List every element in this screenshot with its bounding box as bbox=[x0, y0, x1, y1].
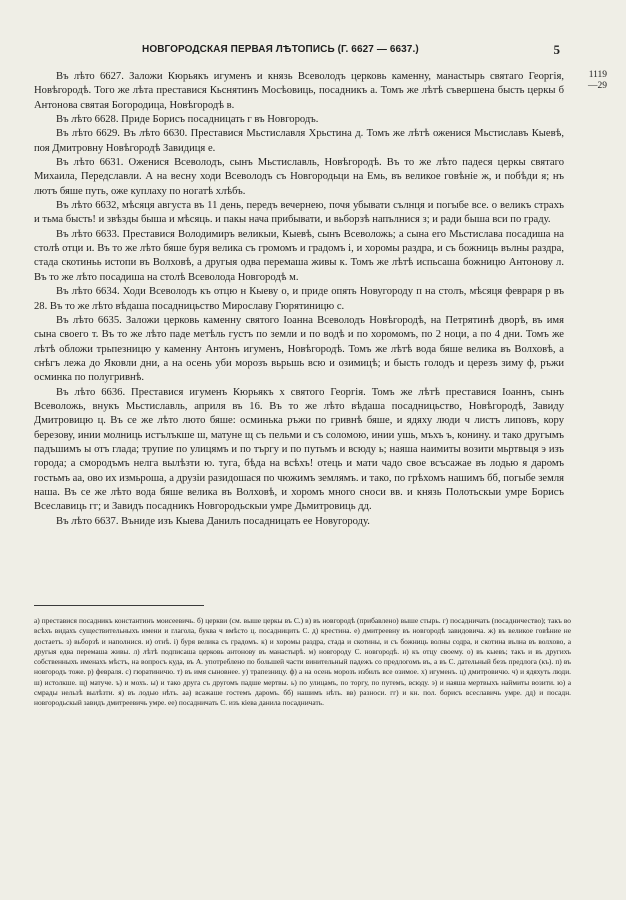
entry-6629-6630: Въ лѣто 6629. Въ лѣто 6630. Преставися Мьстиславля Хрьстина д. Томъ же лѣтѣ оженися Мьстиславъ Кыевѣ, поя Дмитровну Новѣгородѣ Завидиця е. bbox=[34, 128, 564, 154]
entry-6635: Въ лѣто 6635. Заложи церковь каменну святого Іоанна Всеволодъ Новѣгородѣ, на Петрятинѣ дворѣ, въ имя сына своего т. Въ то же лѣто паде метѣль густъ по земли и по водѣ и по хоромомъ, по 2 ноци, а по 4 дни. Томъ же лѣтѣ обложи трьпезницю у каменну Антонъ игуменъ, Новѣгородѣ. Томъ же лѣтѣ вода бяше велика въ Волховѣ, а снѣгъ лежа до Яковли дни, а на осень уби морозъ вьрьшь всю и озимицѣ; и бысть голодъ и церезъ зиму ф, ръжи осминка по полугривнѣ. bbox=[34, 314, 564, 384]
footnote-divider bbox=[34, 605, 204, 606]
entry-6627: Въ лѣто 6627. Заложи Кюрьякъ игуменъ и князь Всеволодъ церковь каменну, манастырь святаго Георгія, Новѣгородѣ. Того же лѣта преставися Кьснятинъ Мосѣовиць, посадникъ а. Томъ же лѣтѣ съвершена бысть церкы б Антонова святая Богородица, Новѣгородѣ в. bbox=[34, 71, 564, 111]
page-number: 5 bbox=[553, 42, 560, 57]
margin-note-end-year: —29 bbox=[588, 81, 607, 91]
entry-6637: Въ лѣто 6637. Въниде изъ Кыева Данилъ посадницать ее Новугороду. bbox=[56, 515, 370, 527]
year-margin-note bbox=[565, 70, 607, 92]
entry-6632: Въ лѣто 6632, мѣсяця августа въ 11 день, передъ вечернею, почя убывати сълнця и погыбе все. о великъ страхъ и тьма бысть! и звѣзды быша и мѣсяць. и пакы нача прибывати, и вьборзѣ напълнися з; и ради быша вси по граду. bbox=[34, 200, 564, 226]
footnotes bbox=[34, 616, 571, 709]
page-header bbox=[0, 44, 626, 58]
footnote-text: а) преставися посадникъ константинъ моисеевичь. б) церкви (см. выше церкы въ С.) в) въ новгородѣ (прибавлено) выше стырь. г) посадничать (посадничество); такъ во всѣхъ видахъ существительныхъ имени и глагола, буква ч вмѣсто ц. посадницить С. д) крестина. е) дмитреевну въ новгородѣ завидовича. ж) въ великое говѣние не достаетъ. з) вьборзѣ и наполнися. и) отнѣ. і) буря велика съ градомъ. к) и хоромы раздра, стада и скотины, и съ божниць волны содра, и скотина вълна въ волхово, а другыя едва перемаша живы. л) лѣтѣ подписаша церковь антонову въ манастырѣ. м) новгороду С. новгородѣ. н) къ отцу своему. о) въ кыевъ; такъ и въ другихъ собственныхъ именахъ мѣстъ, на вопросъ куда, въ А. употреблено по большей части винительный падежъ со предлогомъ въ, а въ С. дательный безъ предлога (къ). п) въ новгородъ тоже. р) февраля. с) гюратиничю. т) въ имя сыновнее. у) трапезницу. ф) а на осень морозъ избилъ все озимое. х) игуменъ. ц) дмитровичю. ч) и ядяхуть люди. ш) истолкше. щ) матуче. ъ) и мохъ. ы) и тако друга съ другомъ падше мертвы. ь) по улицамъ, по торгу, по путемъ, всюду. э) и наяша мертвыхъ наймиты возити. ю) а смрады нельзѣ вылѣзти. я) въ лодью нѣть. аа) всажаше гостемъ даромъ. бб) нашимъ нѣть. вв) разноси. гг) и кн. пол. борисъ всеславичь умре. дд) и посадн. новгородьскый завидъ дмитреевичь умре. ее) посадничать С. изъ кіева данила посадничать. bbox=[34, 616, 571, 708]
entry-6631: Въ лѣто 6631. Оженися Всеволодъ, сынъ Мьстиславль, Новѣгородѣ. Въ то же лѣто падеся церкы святаго Михаила, Передславли. А на весну ходи Всеволодъ съ Новгородьци на Емь, въ великое говѣніе ж, и побѣди я; нъ лютъ бяше путь, оже куплаху по ногатѣ хлѣбъ. bbox=[34, 157, 564, 197]
entry-6636: Въ лѣто 6636. Преставися игуменъ Кюрьякъ х святого Георгія. Томъ же лѣтѣ преставися Іоаннъ, сынъ Всеволожь, внукъ Мьстиславль, априля въ 16. Въ то же лѣто вѣдаша посадницьство, Новѣгородѣ, Завиду Дмитровицю ц. Въ се же лѣто люто бяше: осминька ръжи по гривнѣ бяше, и ядяху люди ч листъ липовъ, кору березову, инии молниць истълъкше ш, матуне щ съ пельми и съ соломою, инии ушь, мъхъ ъ, конину. и тако другымъ падъшимъ ы отъ глада; трупие по улицямъ и по търгу и по путьмъ и всюду ь; наяша наимиты возити мьртвьця э изъ города; а смородъмъ нелга вылѣзти ю. туга, бѣда на всѣхъ! отець и мати чадо свое всъсажае въ лодью я даромъ гостьмъ аа, ово их измьроша, а друзіи разидошася по чюжимъ землямъ. и тако, по грѣхомъ нашимъ бб, погыбе земля наша. Въ се же лѣто вода бяше велика въ Волховѣ, и хоромъ много сноси вв. и князь Полотьскыи умре Борисъ Всеславиць гг; и Завидъ посадникъ Новгородьскыи умре Дьмитровиць дд. bbox=[34, 386, 564, 513]
chronicle-text bbox=[34, 70, 564, 529]
margin-note-start-year: 1119 bbox=[588, 70, 607, 80]
entry-6628: Въ лѣто 6628. Приде Борисъ посадницать г въ Новгородъ. bbox=[56, 114, 319, 126]
entry-6633: Въ лѣто 6633. Преставися Володимиръ великыи, Кыевѣ, сынъ Всеволожь; а сына его Мьстислава посадиша на столѣ отци и. Въ то же лѣто бяше буря велика съ громомъ и градомъ і, и хоромы раздра, и съ божниць вълны раздра, стада скотиньь истопи въ Волховѣ, а другыя одва перемаша живы к. Томъ же лѣтѣ испьсаша божницю Антонову л. Въ то же лѣто посадиша на столѣ Всеволода Новгородѣ м. bbox=[34, 228, 564, 283]
entry-6634: Въ лѣто 6634. Ходи Всеволодъ къ отцю н Кыеву о, и приде опять Новугороду п на столъ, мѣсяця февраря р въ 28. Въ то же лѣто вѣдаша посадницьство Мирославу Гюрятиницю с. bbox=[34, 286, 564, 312]
running-title: НОВГОРОДСКАЯ ПЕРВАЯ ЛѢТОПИСЬ (Г. 6627 — 6637.) bbox=[142, 44, 419, 55]
